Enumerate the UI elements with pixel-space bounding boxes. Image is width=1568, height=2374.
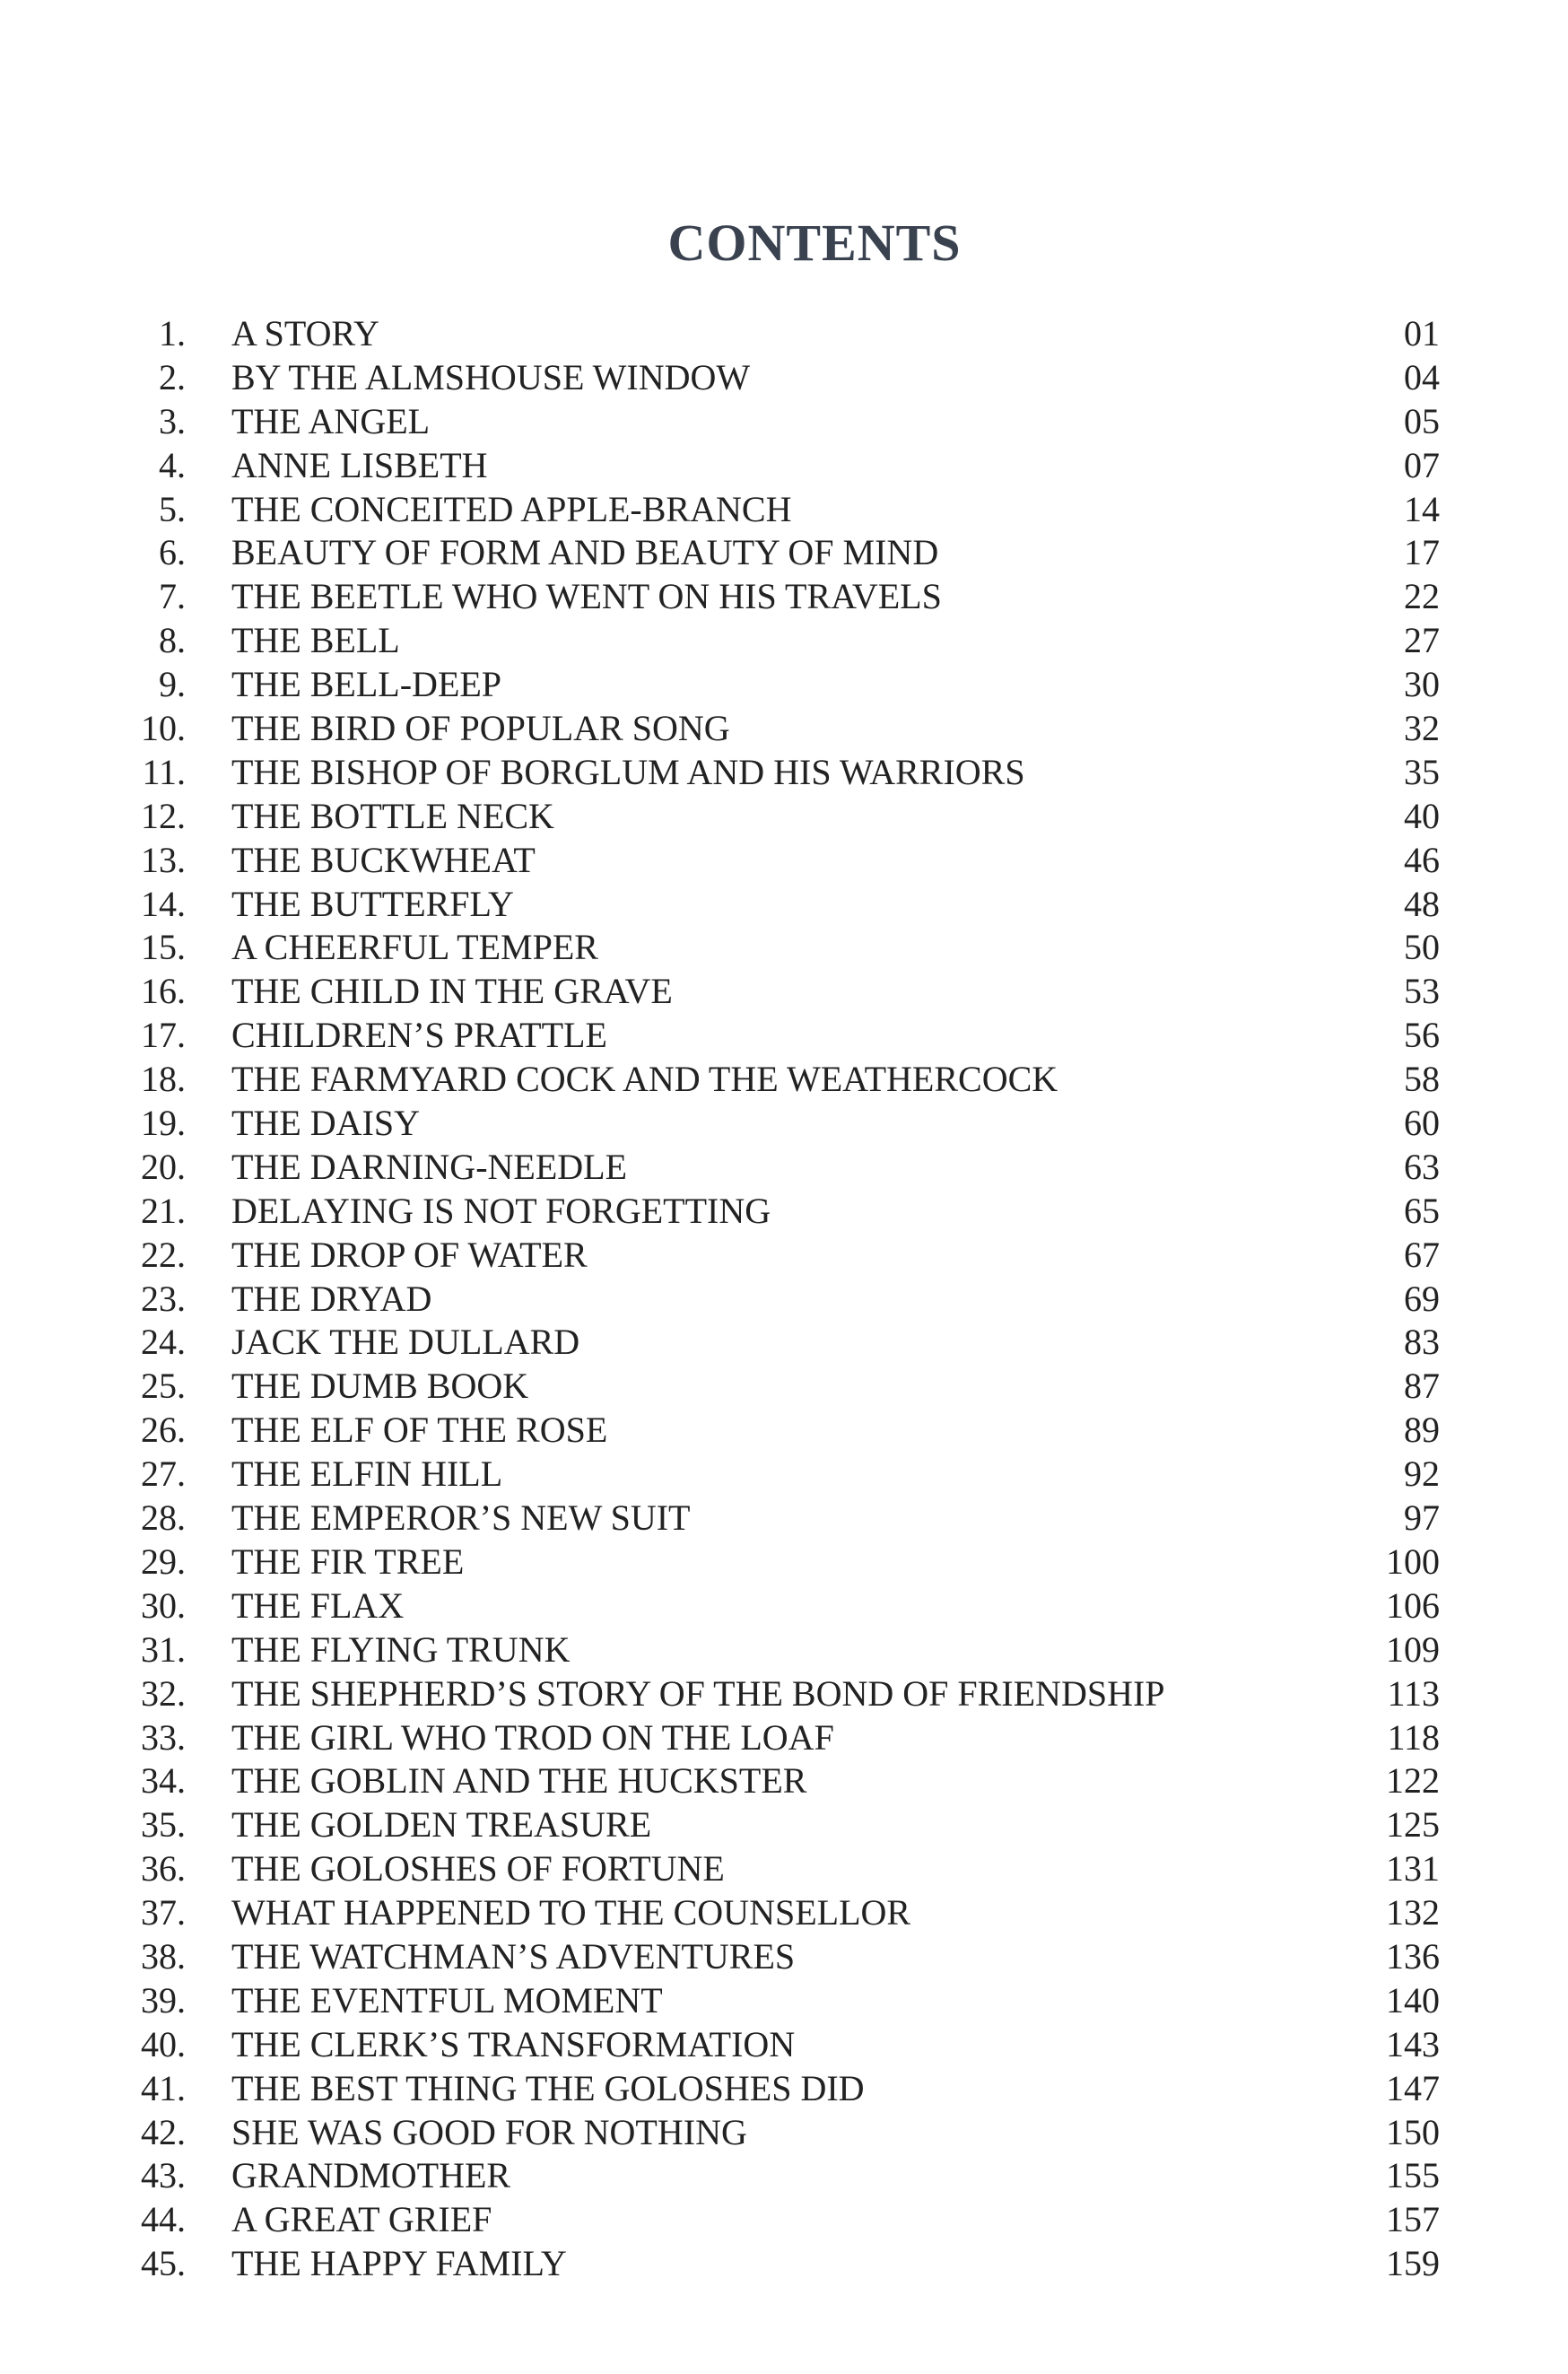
entry-page-number: 97 bbox=[1404, 1497, 1440, 1539]
entry-title: THE BELL-DEEP bbox=[231, 664, 502, 705]
entry-number: 26. bbox=[141, 1410, 186, 1451]
entry-title: THE CLERK’S TRANSFORMATION bbox=[231, 2023, 796, 2064]
entry-title: THE DRYAD bbox=[231, 1278, 432, 1319]
entry-title: WHAT HAPPENED TO THE COUNSELLOR bbox=[231, 1892, 911, 1933]
entry-title: THE FLYING TRUNK bbox=[231, 1628, 571, 1670]
entry-page-number: 30 bbox=[1404, 664, 1440, 705]
entry-page-number: 27 bbox=[1404, 620, 1440, 661]
toc-entry bbox=[0, 1540, 1568, 1584]
entry-number: 15. bbox=[141, 927, 186, 968]
toc-entry bbox=[0, 1628, 1568, 1672]
entry-number: 4. bbox=[159, 444, 186, 485]
entry-page-number: 136 bbox=[1386, 1935, 1440, 1977]
entry-number: 24. bbox=[141, 1322, 186, 1363]
entry-page-number: 60 bbox=[1404, 1103, 1440, 1144]
toc-entry bbox=[0, 2067, 1568, 2111]
entry-page-number: 118 bbox=[1387, 1716, 1440, 1758]
entry-title: THE WATCHMAN’S ADVENTURES bbox=[231, 1935, 796, 1977]
entry-page-number: 106 bbox=[1386, 1584, 1440, 1626]
entry-number: 14. bbox=[141, 883, 186, 924]
entry-title: CHILDREN’S PRATTLE bbox=[231, 1015, 607, 1056]
toc-entry bbox=[0, 1935, 1568, 1979]
entry-title: THE GOLOSHES OF FORTUNE bbox=[231, 1848, 725, 1890]
entry-number: 1. bbox=[159, 313, 186, 353]
entry-number: 42. bbox=[141, 2111, 186, 2152]
entry-title: THE GOLDEN TREASURE bbox=[231, 1804, 652, 1846]
entry-page-number: 147 bbox=[1386, 2067, 1440, 2108]
toc-entry bbox=[0, 1891, 1568, 1935]
entry-page-number: 125 bbox=[1386, 1804, 1440, 1846]
toc-entry bbox=[0, 575, 1568, 619]
entry-number: 19. bbox=[141, 1103, 186, 1144]
entry-page-number: 22 bbox=[1404, 576, 1440, 617]
entry-page-number: 17 bbox=[1404, 532, 1440, 573]
toc-entry bbox=[0, 312, 1568, 356]
entry-title: A GREAT GRIEF bbox=[231, 2199, 492, 2240]
entry-page-number: 01 bbox=[1404, 313, 1440, 353]
entry-number: 39. bbox=[141, 1979, 186, 2021]
entry-title: A CHEERFUL TEMPER bbox=[231, 927, 598, 968]
entry-page-number: 35 bbox=[1404, 751, 1440, 792]
entry-number: 12. bbox=[141, 795, 186, 836]
entry-number: 3. bbox=[159, 400, 186, 441]
entry-number: 10. bbox=[141, 708, 186, 749]
entry-number: 5. bbox=[159, 488, 186, 529]
entry-title: GRANDMOTHER bbox=[231, 2155, 511, 2196]
entry-number: 17. bbox=[141, 1015, 186, 1056]
entry-page-number: 100 bbox=[1386, 1540, 1440, 1582]
entry-page-number: 48 bbox=[1404, 883, 1440, 924]
entry-number: 22. bbox=[141, 1234, 186, 1275]
entry-page-number: 89 bbox=[1404, 1410, 1440, 1451]
entry-page-number: 150 bbox=[1386, 2111, 1440, 2152]
entry-page-number: 63 bbox=[1404, 1146, 1440, 1187]
toc-entry bbox=[0, 488, 1568, 532]
entry-page-number: 113 bbox=[1387, 1672, 1440, 1714]
entry-page-number: 50 bbox=[1404, 927, 1440, 968]
toc-entry bbox=[0, 356, 1568, 400]
toc-entry bbox=[0, 2242, 1568, 2286]
entry-page-number: 65 bbox=[1404, 1190, 1440, 1231]
entry-number: 38. bbox=[141, 1935, 186, 1977]
entry-page-number: 58 bbox=[1404, 1059, 1440, 1100]
toc-entry bbox=[0, 707, 1568, 751]
entry-number: 37. bbox=[141, 1892, 186, 1933]
entry-title: THE FARMYARD COCK AND THE WEATHERCOCK bbox=[231, 1059, 1058, 1100]
entry-title: SHE WAS GOOD FOR NOTHING bbox=[231, 2111, 747, 2152]
entry-title: THE BUCKWHEAT bbox=[231, 839, 536, 880]
entry-number: 2. bbox=[159, 356, 186, 397]
entry-number: 31. bbox=[141, 1628, 186, 1670]
entry-page-number: 07 bbox=[1404, 444, 1440, 485]
toc-entry bbox=[0, 1234, 1568, 1278]
entry-title: THE BOTTLE NECK bbox=[231, 795, 554, 836]
entry-page-number: 46 bbox=[1404, 839, 1440, 880]
toc-entry bbox=[0, 1979, 1568, 2023]
entry-number: 36. bbox=[141, 1848, 186, 1890]
toc-entry bbox=[0, 663, 1568, 707]
entry-title: THE BEST THING THE GOLOSHES DID bbox=[231, 2067, 865, 2108]
entry-number: 43. bbox=[141, 2155, 186, 2196]
entry-page-number: 14 bbox=[1404, 488, 1440, 529]
entry-page-number: 56 bbox=[1404, 1015, 1440, 1056]
entry-number: 25. bbox=[141, 1366, 186, 1407]
entry-page-number: 143 bbox=[1386, 2023, 1440, 2064]
entry-title: THE FIR TREE bbox=[231, 1540, 465, 1582]
entry-title: THE BELL bbox=[231, 620, 400, 661]
toc-entry bbox=[0, 400, 1568, 444]
entry-page-number: 40 bbox=[1404, 795, 1440, 836]
entry-number: 44. bbox=[141, 2199, 186, 2240]
entry-number: 9. bbox=[159, 664, 186, 705]
toc-entry bbox=[0, 1058, 1568, 1102]
entry-title: THE DUMB BOOK bbox=[231, 1366, 529, 1407]
entry-title: ANNE LISBETH bbox=[231, 444, 488, 485]
toc-entry bbox=[0, 2023, 1568, 2067]
toc-entry bbox=[0, 2154, 1568, 2198]
entry-page-number: 122 bbox=[1386, 1760, 1440, 1802]
entry-page-number: 140 bbox=[1386, 1979, 1440, 2021]
entry-title: THE DROP OF WATER bbox=[231, 1234, 588, 1275]
entry-number: 30. bbox=[141, 1584, 186, 1626]
entry-page-number: 32 bbox=[1404, 708, 1440, 749]
entry-page-number: 53 bbox=[1404, 971, 1440, 1012]
toc-entry bbox=[0, 1321, 1568, 1365]
entry-page-number: 157 bbox=[1386, 2199, 1440, 2240]
entry-number: 11. bbox=[142, 751, 186, 792]
entry-title: THE DARNING-NEEDLE bbox=[231, 1146, 628, 1187]
entry-title: THE ELF OF THE ROSE bbox=[231, 1410, 608, 1451]
toc-entry bbox=[0, 1190, 1568, 1234]
toc-entry bbox=[0, 1102, 1568, 1146]
toc-entry bbox=[0, 1584, 1568, 1628]
entry-page-number: 05 bbox=[1404, 400, 1440, 441]
toc-entry bbox=[0, 1365, 1568, 1409]
entry-number: 45. bbox=[141, 2243, 186, 2284]
entry-number: 7. bbox=[159, 576, 186, 617]
entry-title: DELAYING IS NOT FORGETTING bbox=[231, 1190, 771, 1231]
toc-entry bbox=[0, 751, 1568, 795]
toc-entry bbox=[0, 1803, 1568, 1847]
entry-number: 8. bbox=[159, 620, 186, 661]
toc-entry bbox=[0, 1146, 1568, 1190]
entry-title: A STORY bbox=[231, 313, 379, 353]
entry-number: 35. bbox=[141, 1804, 186, 1846]
toc-entry bbox=[0, 883, 1568, 927]
entry-title: THE ANGEL bbox=[231, 400, 431, 441]
entry-number: 29. bbox=[141, 1540, 186, 1582]
entry-number: 41. bbox=[141, 2067, 186, 2108]
entry-title: THE CHILD IN THE GRAVE bbox=[231, 971, 673, 1012]
toc-entry bbox=[0, 1014, 1568, 1058]
toc-entry bbox=[0, 1409, 1568, 1453]
entry-number: 34. bbox=[141, 1760, 186, 1802]
entry-page-number: 83 bbox=[1404, 1322, 1440, 1363]
toc-entry bbox=[0, 926, 1568, 970]
toc-entry bbox=[0, 1759, 1568, 1803]
toc-entry bbox=[0, 531, 1568, 575]
toc-entry bbox=[0, 619, 1568, 663]
toc-entry bbox=[0, 1672, 1568, 1716]
entry-number: 6. bbox=[159, 532, 186, 573]
toc-entry bbox=[0, 795, 1568, 839]
toc-entry bbox=[0, 2111, 1568, 2155]
entry-number: 40. bbox=[141, 2023, 186, 2064]
entry-title: THE CONCEITED APPLE-BRANCH bbox=[231, 488, 792, 529]
entry-number: 20. bbox=[141, 1146, 186, 1187]
entry-page-number: 132 bbox=[1386, 1892, 1440, 1933]
entry-title: JACK THE DULLARD bbox=[231, 1322, 580, 1363]
toc-entry bbox=[0, 1847, 1568, 1891]
entry-page-number: 159 bbox=[1386, 2243, 1440, 2284]
table-of-contents bbox=[0, 312, 1568, 2286]
entry-title: THE EVENTFUL MOMENT bbox=[231, 1979, 663, 2021]
entry-title: THE BIRD OF POPULAR SONG bbox=[231, 708, 730, 749]
entry-page-number: 04 bbox=[1404, 356, 1440, 397]
toc-entry bbox=[0, 1453, 1568, 1497]
entry-number: 32. bbox=[141, 1672, 186, 1714]
toc-entry bbox=[0, 1278, 1568, 1322]
entry-page-number: 92 bbox=[1404, 1453, 1440, 1495]
entry-title: THE BUTTERFLY bbox=[231, 883, 514, 924]
entry-number: 28. bbox=[141, 1497, 186, 1539]
page-title: CONTENTS bbox=[667, 214, 962, 272]
toc-entry bbox=[0, 1716, 1568, 1760]
entry-number: 18. bbox=[141, 1059, 186, 1100]
entry-title: THE GIRL WHO TROD ON THE LOAF bbox=[231, 1716, 834, 1758]
toc-entry bbox=[0, 1497, 1568, 1540]
entry-title: THE GOBLIN AND THE HUCKSTER bbox=[231, 1760, 807, 1802]
entry-page-number: 87 bbox=[1404, 1366, 1440, 1407]
entry-number: 27. bbox=[141, 1453, 186, 1495]
toc-entry bbox=[0, 444, 1568, 488]
entry-page-number: 69 bbox=[1404, 1278, 1440, 1319]
toc-entry bbox=[0, 839, 1568, 883]
entry-number: 21. bbox=[141, 1190, 186, 1231]
entry-title: BEAUTY OF FORM AND BEAUTY OF MIND bbox=[231, 532, 939, 573]
entry-title: THE ELFIN HILL bbox=[231, 1453, 503, 1495]
entry-page-number: 155 bbox=[1386, 2155, 1440, 2196]
entry-number: 33. bbox=[141, 1716, 186, 1758]
entry-title: THE EMPEROR’S NEW SUIT bbox=[231, 1497, 691, 1539]
entry-page-number: 109 bbox=[1386, 1628, 1440, 1670]
entry-title: THE BEETLE WHO WENT ON HIS TRAVELS bbox=[231, 576, 942, 617]
toc-entry bbox=[0, 2198, 1568, 2242]
entry-title: THE BISHOP OF BORGLUM AND HIS WARRIORS bbox=[231, 751, 1025, 792]
entry-number: 23. bbox=[141, 1278, 186, 1319]
entry-title: BY THE ALMSHOUSE WINDOW bbox=[231, 356, 751, 397]
entry-number: 16. bbox=[141, 971, 186, 1012]
entry-page-number: 131 bbox=[1386, 1848, 1440, 1890]
entry-number: 13. bbox=[141, 839, 186, 880]
entry-title: THE SHEPHERD’S STORY OF THE BOND OF FRIENDSHIP bbox=[231, 1672, 1165, 1714]
toc-entry bbox=[0, 970, 1568, 1014]
entry-title: THE DAISY bbox=[231, 1103, 420, 1144]
entry-page-number: 67 bbox=[1404, 1234, 1440, 1275]
entry-title: THE HAPPY FAMILY bbox=[231, 2243, 567, 2284]
entry-title: THE FLAX bbox=[231, 1584, 405, 1626]
